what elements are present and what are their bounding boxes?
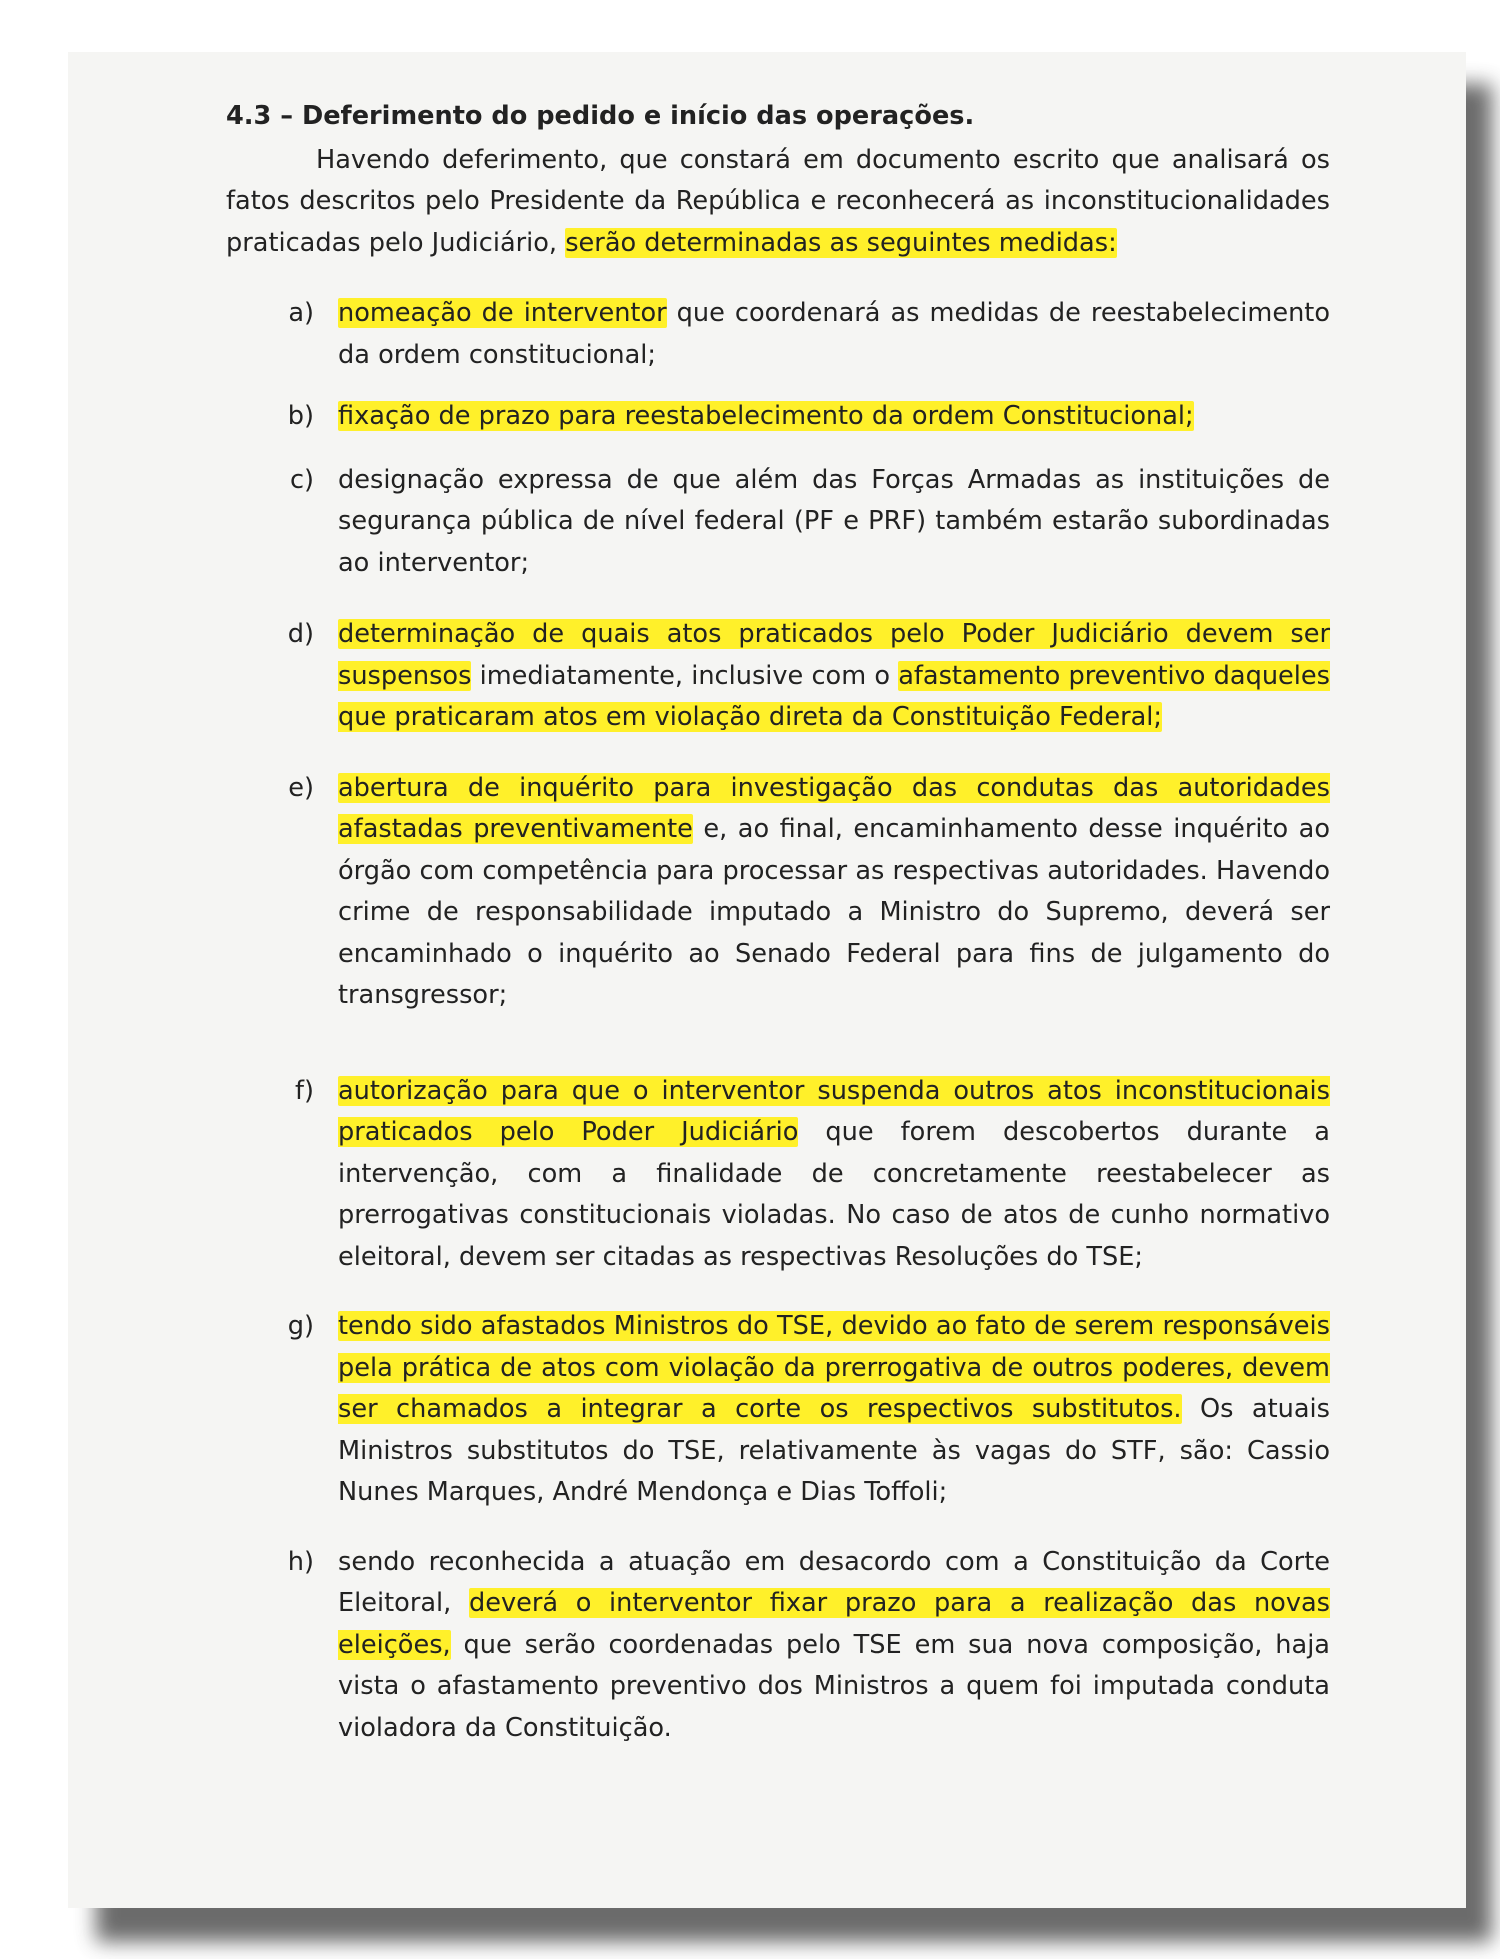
item-letter: a) [288, 298, 314, 328]
item-text [338, 396, 1330, 438]
item-letter: c) [289, 464, 314, 495]
item-plain: que forem descobertos durante a intervenção, com a finalidade de concretamente reestabelecer as prerrogativas constitucionais violadas. No caso de atos de cunho normativo eleitoral, devem ser citadas as respectivas Resoluções do TSE; [338, 1117, 1330, 1272]
item-highlight: deverá o interventor fixar prazo para a realização das novas eleições, [338, 1588, 1331, 1660]
document-page [68, 52, 1466, 1908]
item-text: designação expressa de que além das Forças Armadas as instituições de segurança pública de nível federal (PF e PRF) também estarão subordinadas ao interventor; [338, 464, 1330, 578]
item-highlight: tendo sido afastados Ministros do TSE, devido ao fato de serem responsáveis pela prática de atos com violação da prerrogativa de outros poderes, devem ser chamados a integrar a corte os respectivos substitutos. [338, 1311, 1330, 1424]
item-highlight: autorização para que o interventor suspenda outros atos inconstitucionais praticados pelo Poder Judiciário [338, 1075, 1330, 1147]
item-plain: que coordenará as medidas de reestabelecimento da ordem constitucional; [338, 298, 1330, 370]
section-heading: 4.3 – Deferimento do pedido e início das operações. [226, 101, 975, 131]
item-plain: e, ao final, encaminhamento desse inquérito ao órgão com competência para processar as respectivas autoridades. Havendo crime de responsabilidade imputado a Ministro do Supremo, deverá ser encaminhado o inquérito ao Senado Federal para fins de julgamento do transgressor; [338, 814, 1330, 1010]
item-plain: imediatamente, inclusive com o [471, 660, 899, 691]
list-item-g [226, 1306, 1330, 1514]
item-highlight: nomeação de interventor [338, 298, 667, 328]
item-highlight: afastamento preventivo daqueles que praticaram atos em violação direta da Constituição Federal; [338, 660, 1330, 732]
item-highlight: determinação de quais atos praticados pelo Poder Judiciário devem ser suspensos [338, 619, 1330, 691]
item-text [338, 768, 1330, 1017]
item-highlight: abertura de inquérito para investigação das condutas das autoridades afastadas preventivamente [338, 772, 1330, 844]
item-letter: e) [288, 772, 314, 803]
item-letter: g) [287, 1311, 314, 1341]
item-letter: b) [287, 401, 314, 431]
item-text [338, 293, 1330, 376]
list-item-a [226, 293, 1330, 376]
item-plain: sendo reconhecida a atuação em desacordo com a Constituição da Corte Eleitoral, [338, 1546, 1330, 1618]
intro-text: Havendo deferimento, que constará em documento escrito que analisará os fatos descritos pelo Presidente da República e reconhecerá as inconstitucionalidades praticadas pelo Judiciário, [226, 144, 1330, 258]
list-item-c [226, 460, 1330, 585]
list-item-d [226, 614, 1330, 739]
item-text [338, 1306, 1330, 1514]
item-letter: h) [287, 1546, 314, 1577]
item-letter: f) [295, 1075, 314, 1106]
item-text [338, 614, 1330, 739]
list-item-b [226, 396, 1330, 438]
list-item-e [226, 768, 1330, 1017]
item-text [338, 1542, 1330, 1750]
item-letter: d) [287, 619, 314, 649]
intro-paragraph [226, 140, 1330, 265]
item-highlight: fixação de prazo para reestabelecimento da ordem Constitucional; [338, 401, 1194, 431]
item-text [338, 1071, 1330, 1279]
intro-highlight: serão determinadas as seguintes medidas: [565, 227, 1117, 258]
list-item-f [226, 1071, 1330, 1279]
item-plain: que serão coordenadas pelo TSE em sua nova composição, haja vista o afastamento preventivo dos Ministros a quem foi imputada conduta violadora da Constituição. [338, 1629, 1330, 1743]
item-plain: Os atuais Ministros substitutos do TSE, relativamente às vagas do STF, são: Cassio Nunes Marques, André Mendonça e Dias Toffoli; [338, 1394, 1330, 1507]
document-body [226, 96, 1330, 1749]
list-item-h [226, 1542, 1330, 1750]
